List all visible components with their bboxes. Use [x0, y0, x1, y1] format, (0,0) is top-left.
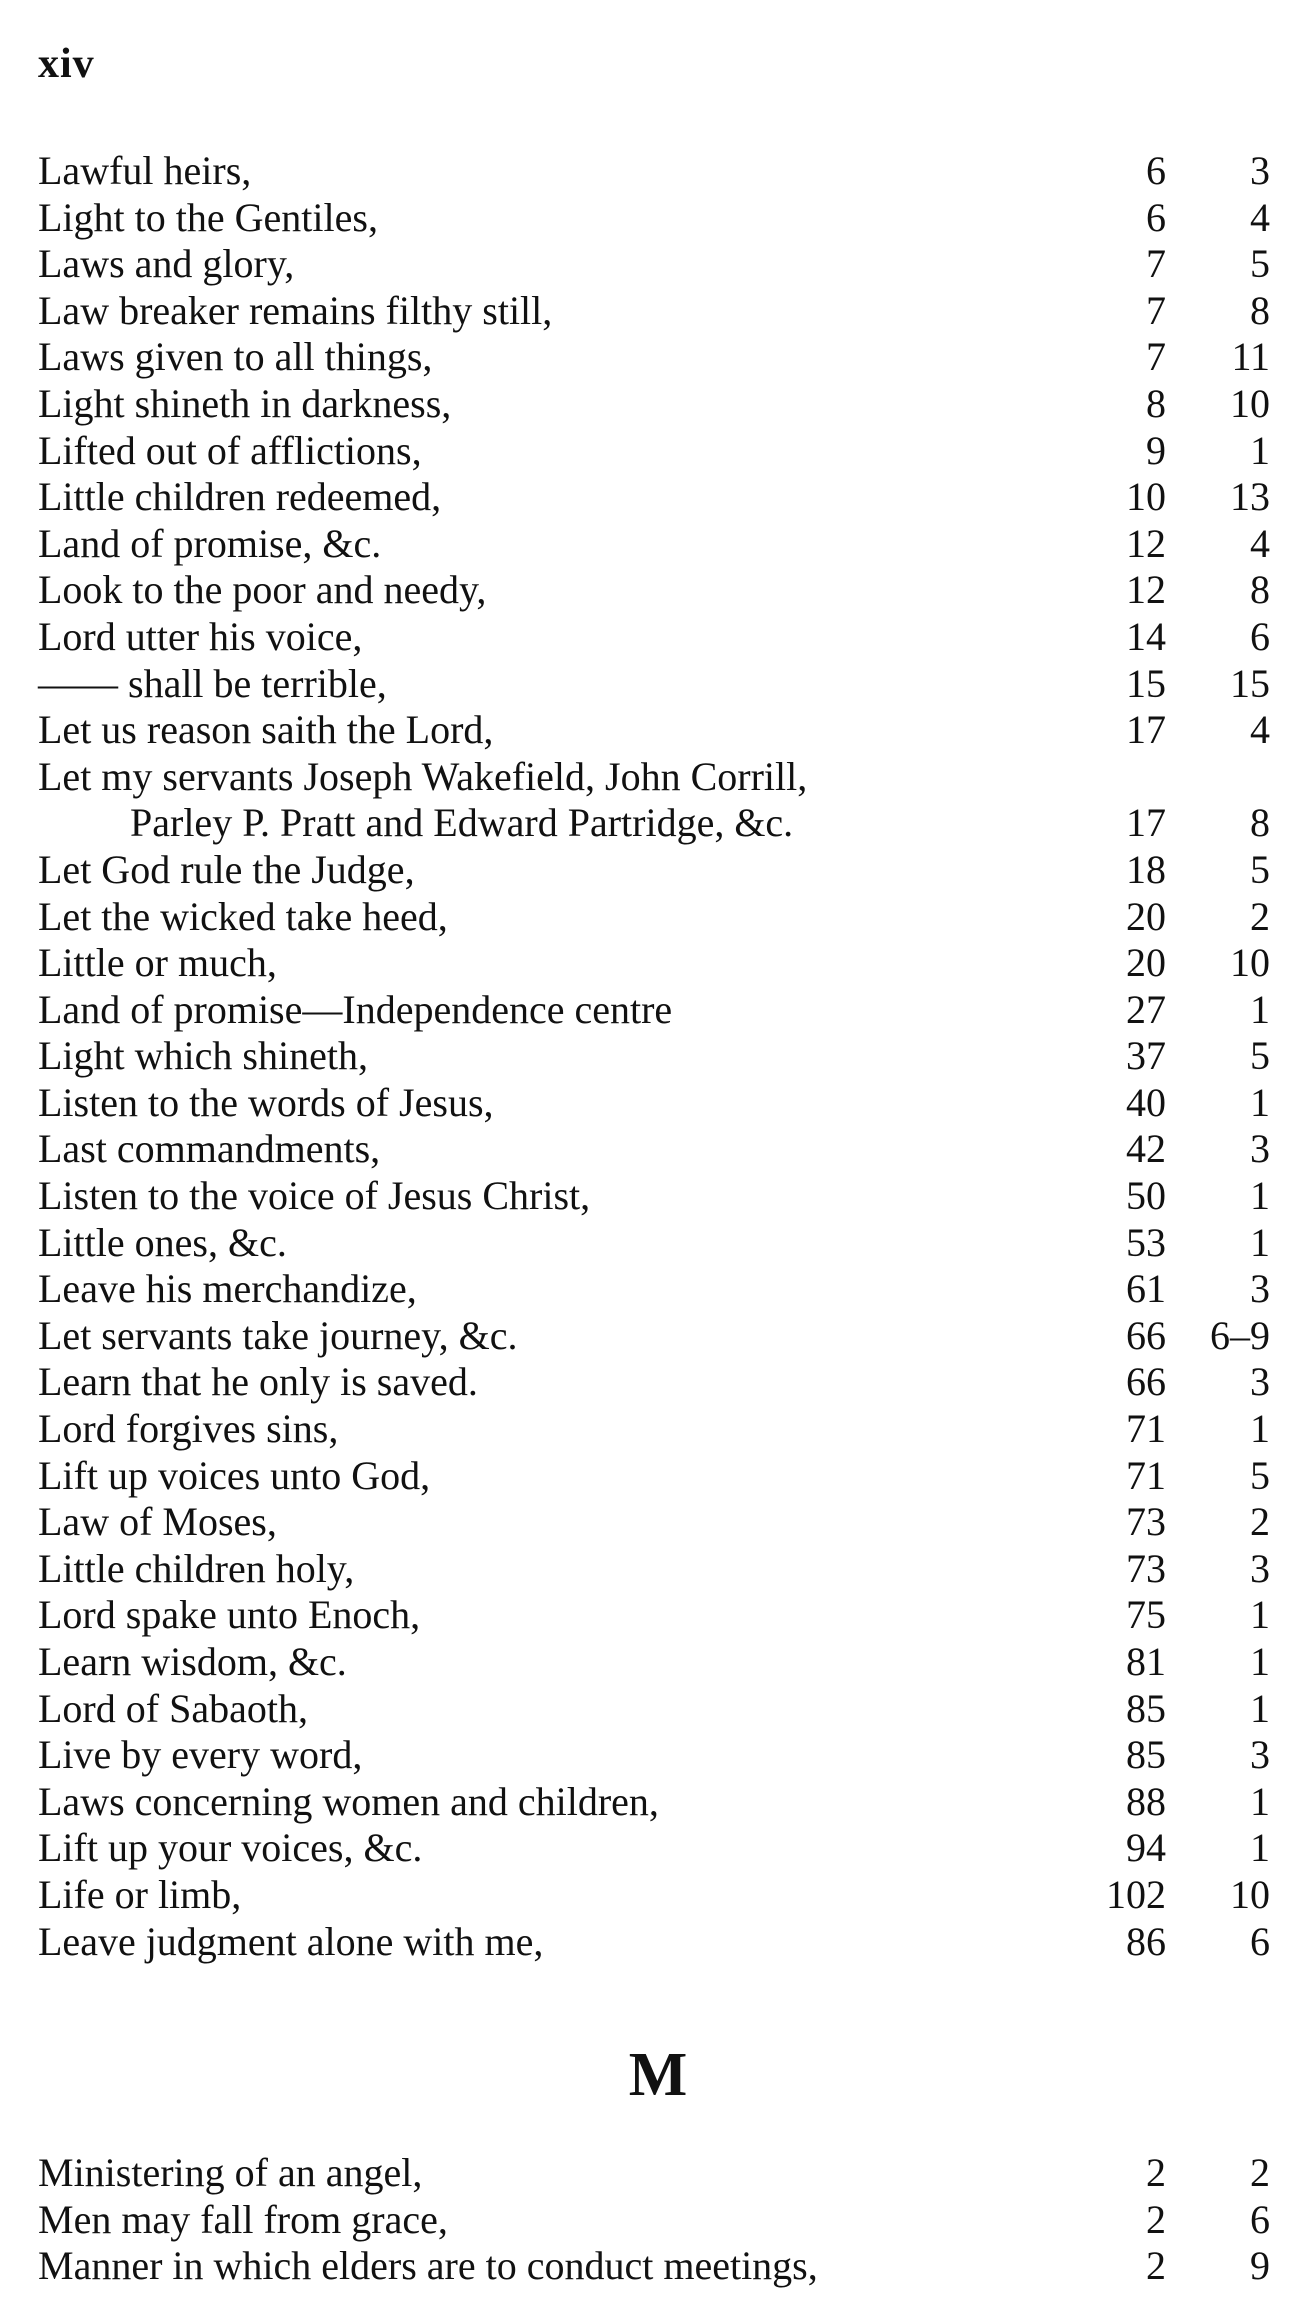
- entry-page: 81: [1126, 1639, 1166, 1684]
- entry-text: Last commandments,: [38, 1126, 381, 1172]
- entry-text: Ministering of an angel,: [38, 2150, 423, 2195]
- entry-section: 5: [1250, 846, 1270, 892]
- entry-section: 6: [1250, 1918, 1270, 1964]
- entry-section: 6–9: [1210, 1312, 1270, 1358]
- entry-text: Little or much,: [38, 940, 277, 986]
- page-number: xiv: [38, 41, 95, 87]
- entry-page: 27: [1126, 986, 1166, 1032]
- entry-text: Laws given to all things,: [38, 334, 433, 380]
- entry-page: 73: [1126, 1545, 1166, 1591]
- entry-section: 5: [1250, 241, 1270, 287]
- entry-text: Let the wicked take heed,: [38, 893, 448, 939]
- entry-text: Lord spake unto Enoch,: [38, 1592, 421, 1638]
- entry-section: 1: [1250, 1219, 1270, 1265]
- index-entry: [38, 1872, 1278, 1919]
- entry-page: 12: [1126, 520, 1166, 566]
- entry-page: 42: [1126, 1126, 1166, 1172]
- index-entry: [38, 1592, 1278, 1639]
- entry-section: 1: [1250, 1173, 1270, 1219]
- entry-page: 8: [1146, 380, 1166, 426]
- entry-page: 10: [1126, 474, 1166, 520]
- index-entry: [38, 288, 1278, 335]
- index-entry: [38, 1126, 1278, 1173]
- entry-page: 94: [1126, 1825, 1166, 1871]
- entry-section: 10: [1230, 380, 1270, 426]
- entry-section: 6: [1250, 2196, 1270, 2242]
- entry-section: 5: [1250, 1033, 1270, 1079]
- index-entry: [38, 1499, 1278, 1546]
- index-entry: [38, 1080, 1278, 1127]
- entry-text: Lift up your voices, &c.: [38, 1825, 423, 1871]
- entry-text: Look to the poor and needy,: [38, 567, 487, 613]
- entry-text: Learn that he only is saved.: [38, 1359, 478, 1405]
- entry-section: 9: [1250, 2243, 1270, 2289]
- entry-text: Live by every word,: [38, 1732, 363, 1778]
- index-entry: [38, 428, 1278, 475]
- index-entry: [38, 1033, 1278, 1080]
- entry-page: 17: [1126, 800, 1166, 846]
- index-entry: [38, 661, 1278, 708]
- index-entry: [38, 2243, 1278, 2290]
- entry-page: 50: [1126, 1173, 1166, 1219]
- entry-page: 6: [1146, 148, 1166, 193]
- index-entry: [38, 1406, 1278, 1453]
- entry-text: Law breaker remains filthy still,: [38, 287, 553, 333]
- entry-section: 3: [1250, 148, 1270, 193]
- entry-page: 71: [1126, 1406, 1166, 1452]
- entry-page: 12: [1126, 567, 1166, 613]
- entry-page: 66: [1126, 1312, 1166, 1358]
- entry-section: 3: [1250, 1359, 1270, 1405]
- entry-text: Land of promise—Independence centre: [38, 986, 673, 1032]
- index-entry: [38, 1220, 1278, 1267]
- entry-section: 4: [1250, 194, 1270, 240]
- index-entry: [38, 334, 1278, 381]
- entry-page: 75: [1126, 1592, 1166, 1638]
- entry-page: 71: [1126, 1452, 1166, 1498]
- index-entry: [38, 614, 1278, 661]
- index-entry: [38, 1313, 1278, 1360]
- entry-section: 5: [1250, 1452, 1270, 1498]
- entry-text: Parley P. Pratt and Edward Partridge, &c.: [130, 800, 794, 846]
- index-entry: [38, 381, 1278, 428]
- entry-section: 10: [1230, 1871, 1270, 1917]
- entry-text: Let servants take journey, &c.: [38, 1312, 518, 1358]
- entry-text: Land of promise, &c.: [38, 520, 382, 566]
- entry-page: 86: [1126, 1918, 1166, 1964]
- entry-page: 102: [1106, 1871, 1166, 1917]
- entry-text: Leave judgment alone with me,: [38, 1918, 544, 1964]
- entry-page: 20: [1126, 893, 1166, 939]
- entry-text: Light shineth in darkness,: [38, 380, 452, 426]
- entry-text: Listen to the voice of Jesus Christ,: [38, 1173, 591, 1219]
- entry-text: Lawful heirs,: [38, 148, 252, 193]
- index-entry: [38, 1173, 1278, 1220]
- entry-section: 1: [1250, 1592, 1270, 1638]
- entry-text: Leave his merchandize,: [38, 1266, 417, 1312]
- entry-section: 1: [1250, 1825, 1270, 1871]
- index-list-m: [38, 2150, 1278, 2290]
- entry-page: 9: [1146, 427, 1166, 473]
- index-list-l: [38, 148, 1278, 1965]
- entry-page: 7: [1146, 241, 1166, 287]
- entry-section: 1: [1250, 1639, 1270, 1684]
- entry-page: 7: [1146, 287, 1166, 333]
- entry-text: Little ones, &c.: [38, 1219, 287, 1265]
- index-entry: [38, 847, 1278, 894]
- entry-page: 40: [1126, 1079, 1166, 1125]
- entry-section: 2: [1250, 1499, 1270, 1545]
- entry-text: Let God rule the Judge,: [38, 846, 415, 892]
- index-entry: [38, 1453, 1278, 1500]
- entry-section: 3: [1250, 1266, 1270, 1312]
- entry-section: 1: [1250, 1778, 1270, 1824]
- index-entry: [38, 148, 1278, 195]
- index-entry: [38, 2150, 1278, 2197]
- entry-page: 2: [1146, 2196, 1166, 2242]
- entry-page: 14: [1126, 613, 1166, 659]
- entry-page: 37: [1126, 1033, 1166, 1079]
- entry-section: 8: [1250, 800, 1270, 846]
- entry-page: 85: [1126, 1685, 1166, 1731]
- entry-text: Little children holy,: [38, 1545, 355, 1591]
- entry-section: 1: [1250, 1079, 1270, 1125]
- entry-page: 6: [1146, 194, 1166, 240]
- index-entry: [38, 940, 1278, 987]
- index-entry: [38, 1919, 1278, 1966]
- index-entry: [38, 1359, 1278, 1406]
- index-entry: [38, 707, 1278, 754]
- entry-text: Lifted out of afflictions,: [38, 427, 422, 473]
- entry-text: Laws and glory,: [38, 241, 295, 287]
- index-entry: [38, 195, 1278, 242]
- entry-section: 2: [1250, 2150, 1270, 2195]
- index-entry: [38, 894, 1278, 941]
- index-entry: [38, 1546, 1278, 1593]
- entry-page: 53: [1126, 1219, 1166, 1265]
- entry-page: 17: [1126, 707, 1166, 753]
- entry-text: Light which shineth,: [38, 1033, 368, 1079]
- entry-section: 11: [1231, 334, 1270, 380]
- index-entry: [38, 1825, 1278, 1872]
- entry-section: 6: [1250, 613, 1270, 659]
- index-entry: [38, 1732, 1278, 1779]
- entry-section: 3: [1250, 1732, 1270, 1778]
- entry-text: —— shall be terrible,: [38, 660, 387, 706]
- section-letter-heading: M: [628, 2041, 686, 2109]
- index-entry: [38, 1686, 1278, 1733]
- entry-section: 1: [1250, 1406, 1270, 1452]
- entry-section: 8: [1250, 287, 1270, 333]
- entry-section: 3: [1250, 1545, 1270, 1591]
- entry-text: Learn wisdom, &c.: [38, 1639, 347, 1684]
- entry-text: Laws concerning women and children,: [38, 1778, 659, 1824]
- entry-text: Light to the Gentiles,: [38, 194, 378, 240]
- index-entry: [38, 474, 1278, 521]
- index-entry: [38, 1266, 1278, 1313]
- entry-page: 15: [1126, 660, 1166, 706]
- entry-section: 4: [1250, 707, 1270, 753]
- entry-section: 15: [1230, 660, 1270, 706]
- entry-text: Lord utter his voice,: [38, 613, 363, 659]
- index-entry: [38, 2197, 1278, 2244]
- entry-section: 8: [1250, 567, 1270, 613]
- entry-page: 18: [1126, 846, 1166, 892]
- entry-text: Law of Moses,: [38, 1499, 277, 1545]
- entry-page: 20: [1126, 940, 1166, 986]
- entry-text: Lift up voices unto God,: [38, 1452, 431, 1498]
- entry-text: Little children redeemed,: [38, 474, 442, 520]
- entry-section: 3: [1250, 1126, 1270, 1172]
- entry-page: 61: [1126, 1266, 1166, 1312]
- entry-section: 2: [1250, 893, 1270, 939]
- entry-text: Lord of Sabaoth,: [38, 1685, 308, 1731]
- entry-page: 66: [1126, 1359, 1166, 1405]
- entry-text: Manner in which elders are to conduct meetings,: [38, 2243, 818, 2289]
- index-entry: [38, 1639, 1278, 1686]
- entry-text: Let my servants Joseph Wakefield, John Corrill,: [38, 753, 808, 799]
- entry-page: 85: [1126, 1732, 1166, 1778]
- index-entry: [38, 987, 1278, 1034]
- entry-text: Listen to the words of Jesus,: [38, 1079, 494, 1125]
- entry-page: 73: [1126, 1499, 1166, 1545]
- index-entry: [38, 241, 1278, 288]
- entry-page: 2: [1146, 2150, 1166, 2195]
- entry-page: 88: [1126, 1778, 1166, 1824]
- entry-section: 1: [1250, 986, 1270, 1032]
- index-entry: [38, 1779, 1278, 1826]
- entry-text: Men may fall from grace,: [38, 2196, 448, 2242]
- entry-section: 4: [1250, 520, 1270, 566]
- entry-text: Life or limb,: [38, 1871, 242, 1917]
- index-entry: [38, 567, 1278, 614]
- entry-section: 1: [1250, 1685, 1270, 1731]
- entry-page: 2: [1146, 2243, 1166, 2289]
- index-entry: [38, 521, 1278, 568]
- entry-section: 1: [1250, 427, 1270, 473]
- entry-text: Lord forgives sins,: [38, 1406, 339, 1452]
- entry-page: 7: [1146, 334, 1166, 380]
- index-entry: [38, 754, 1278, 801]
- entry-section: 13: [1230, 474, 1270, 520]
- index-entry: [38, 800, 1278, 847]
- entry-text: Let us reason saith the Lord,: [38, 707, 494, 753]
- entry-section: 10: [1230, 940, 1270, 986]
